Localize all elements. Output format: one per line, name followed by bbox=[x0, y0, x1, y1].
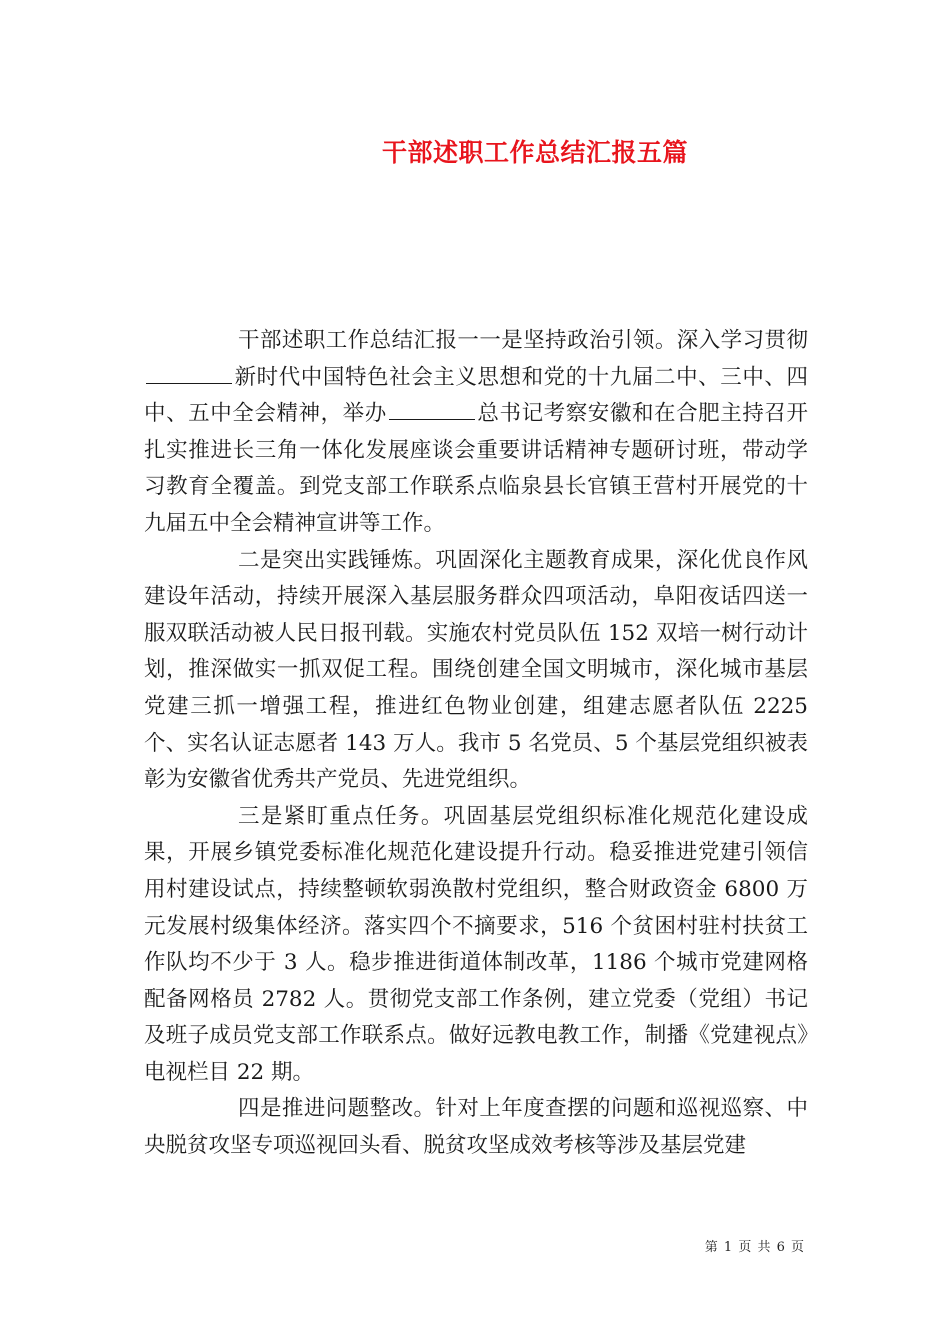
paragraph-1-part-a: 干部述职工作总结汇报一一是坚持政治引领。深入学习贯彻 bbox=[238, 328, 808, 353]
document-title: 干部述职工作总结汇报五篇 bbox=[381, 138, 688, 167]
paragraph-4: 四是推进问题整改。针对上年度查摆的问题和巡视巡察、中央脱贫攻坚专项巡视回头看、脱贫攻坚成效考核等涉及基层党建 bbox=[144, 1096, 808, 1159]
paragraph-1-part-c: 总书记考察安徽和在合肥主持召开扎实推进长三角一体化发展座谈会重要讲话精神专题研讨班，带动学习教育全覆盖。到党支部工作联系点临泉县长官镇王营村开展党的十九届五中全会精神宣讲等工作。 bbox=[144, 401, 808, 536]
blank-line bbox=[146, 363, 232, 384]
paragraph-1-part-b: 新时代中国特色社会主义思想和党的十九届二中、三中、四中、五中全会精神，举办 bbox=[144, 364, 808, 427]
document-body bbox=[144, 323, 808, 1165]
paragraph-1 bbox=[144, 323, 808, 543]
paragraph-3: 三是紧盯重点任务。巩固基层党组织标准化规范化建设成果，开展乡镇党委标准化规范化建设提升行动。稳妥推进党建引领信用村建设试点，持续整顿软弱涣散村党组织，整合财政资金 6800 万元发展村级集体经济。落实四个不摘要求，516 个贫困村驻村扶贫工作队均不少于 3 人。稳步推进街道体制改革，1186 个城市党建网格配备网格员 2782 人。贯彻党支部工作条例，建立党委（党组）书记及班子成员党支部工作联系点。做好远教电教工作，制播《党建视点》电视栏目 22 期。 bbox=[144, 803, 808, 1085]
blank-line bbox=[389, 399, 475, 420]
page-number: 第 1 页 共 6 页 bbox=[704, 1240, 805, 1255]
paragraph-2: 二是突出实践锤炼。巩固深化主题教育成果，深化优良作风建设年活动，持续开展深入基层服务群众四项活动，阜阳夜话四送一服双联活动被人民日报刊载。实施农村党员队伍 152 双培一树行动计划，推深做实一抓双促工程。围绕创建全国文明城市，深化城市基层党建三抓一增强工程，推进红色物业创建，组建志愿者队伍 2225 个、实名认证志愿者 143 万人。我市 5 名党员、5 个基层党组织被表彰为安徽省优秀共产党员、先进党组织。 bbox=[144, 547, 808, 793]
